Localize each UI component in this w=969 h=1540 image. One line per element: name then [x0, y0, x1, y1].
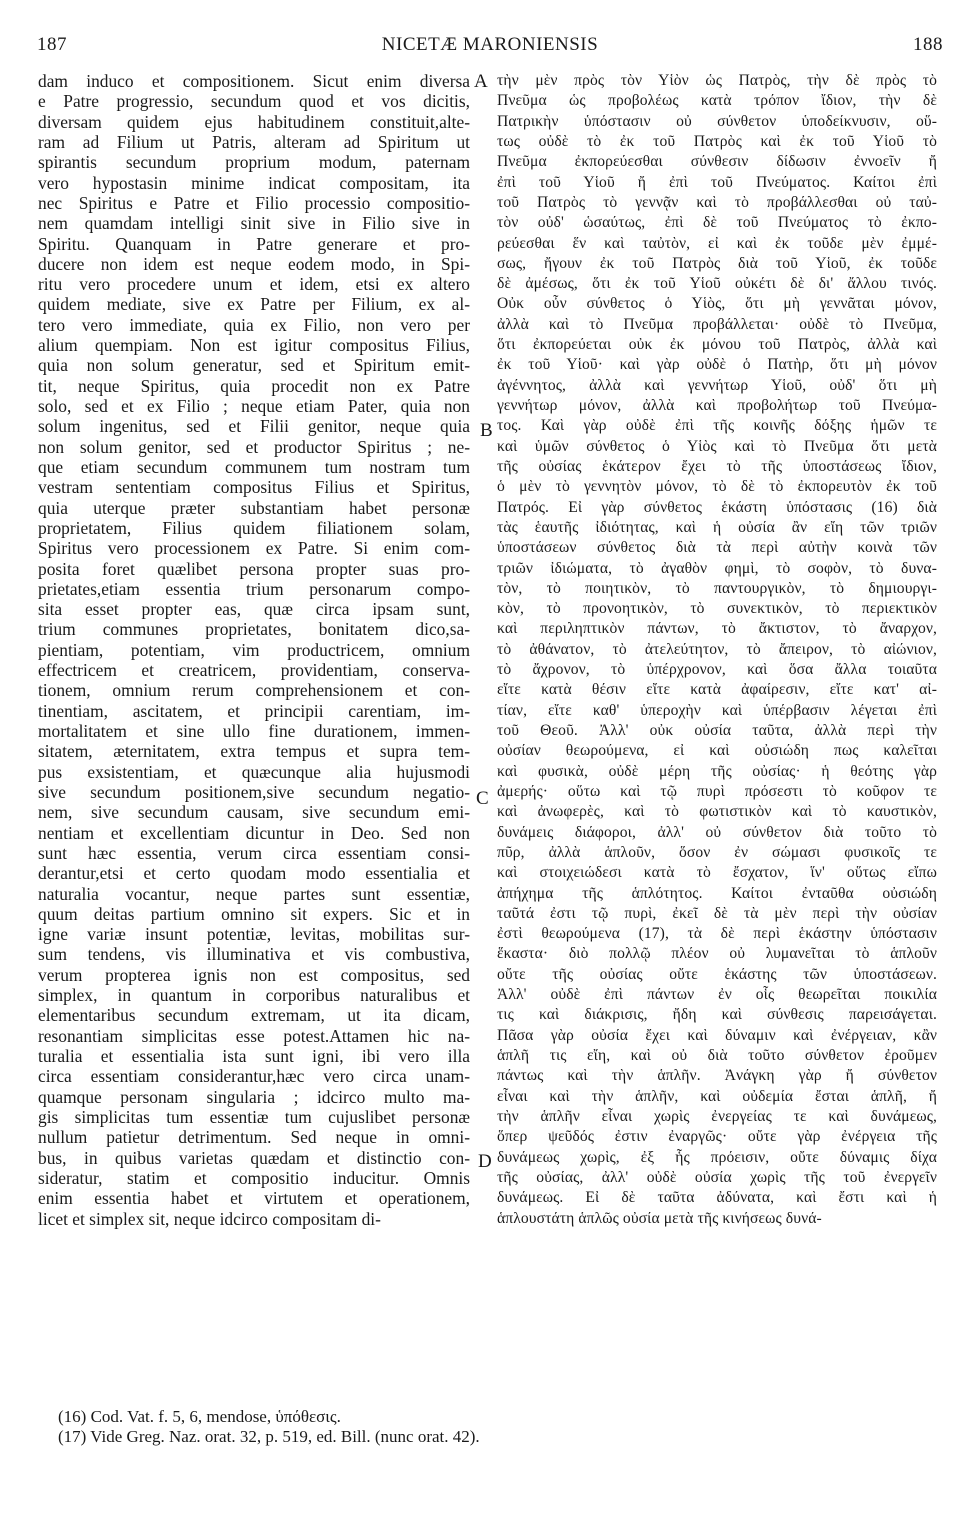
greek-text-line: ὁ μὲν τὸ γεννητὸν μόνον, τὸ δὲ τὸ ἐκπορευτὸν ἐκ τοῦ	[497, 478, 937, 496]
greek-text-line: τριῶν ἰδιώματα, τὸ ἀγαθὸν φημὶ, τὸ σοφὸν, τὸ δυνα-	[497, 559, 937, 577]
greek-text-line: δυνάμεις διάφοροι, ἀλλ' οὐ σύνθετον διὰ τοῦτο τὸ	[497, 823, 937, 841]
latin-text-line: Spiritus vero processionem ex Patre. Si enim com-	[38, 538, 470, 559]
greek-text-line: τίαν, εἴτε καθ' ὑπεροχὴν καὶ ὑπέρβασιν λέγεται ἐπὶ	[497, 701, 937, 719]
greek-text-line: κὸν, τὸ προνοητικὸν, τὸ συνεκτικὸν, τὸ περιεκτικὸν	[497, 600, 937, 618]
greek-text-line: καὶ περιληπτικὸν πάντων, τὸ ἄκτιστον, τὸ ἄναρχον,	[497, 620, 937, 638]
greek-text-line: Πᾶσα γὰρ οὐσία ἔχει καὶ δύναμιν καὶ ἐνέργειαν, κἂν	[497, 1026, 937, 1044]
latin-text-line: turalia et essentialia ista sunt igni, ibi vero illa	[38, 1046, 470, 1066]
greek-text-line: δυνάμεως. Εἰ δὲ ταῦτα ἀδύνατα, καὶ ἔστι καὶ ἡ	[497, 1189, 937, 1207]
greek-text-line: ἀπήχημα τῆς ἁπλότητος. Καίτοι ἐνταῦθα οὐσιώδη	[497, 884, 937, 902]
latin-text-line: solo, sed et ex Filio ; neque etiam Pater, quia non	[38, 396, 470, 416]
latin-text-line: sum tendens, vis illuminativa et vis combustiva,	[38, 944, 470, 965]
latin-text-line: tero vero immediate, quia ex Filio, non vero per	[38, 314, 470, 335]
latin-text-line: nem, sive secundum causam, sive secundum emi-	[38, 802, 470, 823]
greek-text-line: τῆς οὐσίας ἑκάτερον ἔχει τὸ τῆς ὑποστάσεως ἴδιον,	[497, 457, 937, 475]
greek-text-line: καὶ ἀνωφερὲς, καὶ τὸ φωτιστικὸν καὶ τὸ καυστικὸν,	[497, 803, 937, 821]
latin-text-line: sive secundum positionem,sive secundum negatio-	[38, 781, 470, 802]
latin-text-line: trium communes proprietates, bonitatem dico,sa-	[38, 619, 470, 640]
greek-text-line: τὰς ἑαυτῆς ἰδιότητας, καὶ ἡ οὐσία ἂν εἴη τῶν τριῶν	[497, 518, 937, 536]
running-title: NICETÆ MARONIENSIS	[381, 34, 599, 55]
greek-text-line: τὴν ἁπλῆν εἶναι χωρὶς ἐνεργείας τε καὶ δυνάμεως,	[497, 1107, 937, 1125]
greek-text-line: γεννήτωρ μόνον, ἀλλὰ καὶ προβολήτωρ τοῦ Πνεύμα-	[497, 397, 937, 414]
latin-text-line: proprietatem, Filius quidem filiationem solam,	[38, 517, 470, 538]
latin-text-line: diversam quidem ejus habitudinem constituit,alte-	[38, 111, 470, 132]
greek-text-line: ἐκ τοῦ Υἱοῦ· καὶ γὰρ οὐδὲ ὁ Πατὴρ, ὅτι μὴ μόνον	[497, 356, 937, 374]
latin-text-line: prietates,etiam essentia trium personarum compo-	[38, 578, 470, 599]
footnote-16: (16) Cod. Vat. f. 5, 6, mendose, ὑπόθεσις.	[58, 1407, 341, 1426]
greek-text-line: Πατρός. Εἰ γὰρ σύνθετος ἑκάστη ὑπόστασις (16) διὰ	[497, 498, 937, 516]
latin-text-line: que etiam secundum communem tum nostram tum	[38, 456, 470, 477]
latin-text-line: igne variæ insunt potentiæ, levitas, mobilitas sur-	[38, 924, 470, 945]
latin-text-line: circa essentiam considerantur,hæc vero circa unam-	[38, 1066, 470, 1087]
latin-text-line: verum propterea ignis non est compositus, sed	[38, 964, 470, 985]
margin-letter-d: D	[478, 1151, 492, 1172]
greek-text-line: Πατρικὴν ὑπόστασιν οὐ σύνθετον ὑποδείκνυσιν, οὕ-	[497, 112, 937, 130]
latin-text-line: quum deitas partium omnino sit expers. Sic et in	[38, 903, 470, 924]
greek-text-line: ἐστὶ θεωρούμενα (17), τὰ δὲ περὶ ἑκάστην ὑπόστασιν	[497, 925, 937, 943]
margin-letter-c: C	[476, 788, 489, 809]
latin-text-line: resonantiam simplicitas esse potest.Attamen hic na-	[38, 1025, 470, 1046]
greek-text-line: εἴτε κατὰ θέσιν εἴτε κατὰ ἀφαίρεσιν, εἴτε κατ' αἰ-	[497, 681, 937, 699]
greek-text-line: ἁπλουστάτη ἁπλῶς οὐσία μετὰ τῆς κινήσεως δυνά-	[497, 1209, 822, 1227]
greek-text-line: τῆς οὐσίας, ἀλλ' οὐδὲ οὐσία χωρὶς τῆς τοῦ ἐνεργεῖν	[497, 1168, 937, 1186]
greek-text-line: πῦρ, ἀλλὰ ἁπλοῦν, ὅσον ἐν σώμασι φυσικοῖς τε	[497, 843, 937, 861]
greek-text-line: τὸν οὐδ' ὡσαύτως, ἐπὶ δὲ τοῦ Πνεύματος τὸ ἐκπο-	[497, 214, 937, 232]
greek-text-line: καὶ στοιχειώδεσι κατὰ τὸ ἔσχατον, ἵν' οὕτως εἴπω	[497, 864, 937, 882]
greek-text-line: Ἀλλ' οὐδὲ ἐπὶ πάντων ἐν οἷς θεωρεῖται ποικιλία	[497, 986, 937, 1004]
latin-text-line: Spiritu. Quanquam in Patre generare et pro-	[38, 233, 470, 254]
latin-text-line: tionem, omnium rerum comprehensionem et con-	[38, 680, 470, 701]
margin-letter-a: A	[474, 71, 488, 92]
greek-column	[497, 71, 937, 1229]
latin-text-line: non solum genitor, sed et productor Spiritus ; ne-	[38, 436, 470, 457]
greek-text-line: ἁπλῆ τις εἴη, καὶ οὐ διὰ τοῦτο σύνθετον ἐροῦμεν	[497, 1047, 937, 1064]
latin-text-line: tinentiam, ascitatem, et principii carentiam, im-	[38, 700, 470, 721]
greek-text-line: δὲ ἀμέσως, ὅτι ἐκ τοῦ Υἱοῦ οὐκέτι δὲ δι' ἄλλου τινός.	[497, 275, 937, 293]
latin-text-line: pus exsistentiam, et quæcunque alia hujusmodi	[38, 761, 470, 782]
greek-text-line: ἀγέννητος, ἀλλὰ καὶ γεννήτωρ Υἱοῦ, οὐδ' ὅτι μὴ	[497, 376, 937, 394]
latin-text-line: sitatem, æternitatem, extra tempus et supra tem-	[38, 741, 470, 762]
greek-text-line: ὅτι ἐκπορεύεται οὐκ ἐκ μόνου τοῦ Πατρὸς, ἀλλὰ καὶ	[497, 336, 937, 354]
latin-text-line: nentiam et excellentiam dicuntur in Deo. Sed non	[38, 822, 470, 843]
latin-text-line: licet et simplex sit, neque idcirco compositam di-	[38, 1208, 381, 1229]
greek-text-line: Οὐκ οὖν σύνθετος ὁ Υἱὸς, ὅτι μὴ γεννᾶται μόνον,	[497, 295, 937, 313]
left-page-number: 187	[37, 34, 67, 55]
latin-text-line: mortalitatem et sine ullo fine durationem, immen-	[38, 721, 470, 741]
greek-text-line: ρεύεσθαι ἕν καὶ ταὐτὸν, εἰ καὶ ἐκ τοῦδε μὲν ἐμμέ-	[497, 234, 937, 252]
greek-text-line: τοῦ Θεοῦ. Ἀλλ' οὐκ οὐσία ταῦτα, ἀλλὰ περὶ τὴν	[497, 722, 937, 739]
greek-text-line: ὑποστάσεων σύνθετος διὰ τὰ περὶ αὐτὴν κοινὰ τῶν	[497, 539, 937, 557]
right-page-number: 188	[913, 34, 943, 55]
greek-text-line: ἀμερής· οὕτω καὶ τῷ πυρὶ πρόσεστι τὸ κοῦφον τε	[497, 782, 937, 800]
greek-text-line: δυνάμεως χωρὶς, ἐξ ἧς πρόεισιν, οὔτε δύναμις δίχα	[497, 1148, 937, 1166]
greek-text-line: τος. Καὶ γὰρ οὐδὲ ἐπὶ τῆς κοινῆς δόξης ἡμῶν τε	[497, 417, 937, 435]
greek-text-line: οὐσίαν θεωρούμενα, εἰ καὶ οὐσιώδη πως καλεῖται	[497, 742, 937, 760]
greek-text-line: τὸ ἀθάνατον, τὸ ἀτελεύτητον, τὸ ἄπειρον, τὸ αἰώνιον,	[497, 640, 937, 658]
greek-text-line: ταῦτά ἐστι τῷ πυρὶ, ἐκεῖ δὲ τὰ μὲν περὶ τὴν οὐσίαν	[497, 904, 937, 922]
greek-text-line: Πνεῦμα ὡς προβολέως κατὰ τρόπον ἴδιον, τὴν δὲ	[497, 92, 937, 110]
greek-text-line: οὔτε τῆς οὐσίας οὔτε ἑκάστης τῶν ὑποστάσεων.	[497, 965, 937, 983]
greek-text-line: τις καὶ διάκρισις, ἤδη καὶ σύνθεσις παρεισάγεται.	[497, 1006, 937, 1024]
latin-text-line: ram ad Filium ut Patris, alteram ad Spiritum ut	[38, 131, 470, 152]
latin-text-line: alium quempiam. Non est igitur compositus Filius,	[38, 335, 470, 356]
greek-text-line: ὅπερ ψεῦδός ἐστιν ἐναργῶς· οὔτε γὰρ ἐνέργεια τῆς	[497, 1128, 937, 1146]
latin-text-line: gis simplicitas tum essentiæ tum cujuslibet personæ	[38, 1106, 470, 1127]
latin-text-line: naturalia vocantur, neque partes sunt essentiæ,	[38, 883, 470, 904]
greek-text-line: ἀλλὰ καὶ τὸ Πνεῦμα προβάλλεται· οὐδὲ τὸ Πνεῦμα,	[497, 315, 937, 333]
latin-text-line: nec Spiritus e Patre et Filio processio compositio-	[38, 192, 470, 213]
latin-text-line: quia uterque præter substantiam habet personæ	[38, 497, 470, 518]
latin-text-line: vero hypostasin minime indicat compositam, ita	[38, 172, 470, 193]
greek-text-line: τὸ ἄχρονον, τὸ ὑπέρχρονον, καὶ ὅσα ἄλλα τοιαῦτα	[497, 661, 937, 679]
latin-text-line: posita foret quælibet persona propter suas pro-	[38, 558, 470, 579]
latin-text-line: dam induco et compositionem. Sicut enim diversa	[38, 71, 470, 91]
latin-text-line: quidem mediate, sive ex Patre per Filium, ex al-	[38, 294, 470, 315]
latin-text-line: sideratur, statim et compositio inducitur. Omnis	[38, 1167, 470, 1188]
footnote-17: (17) Vide Greg. Naz. orat. 32, p. 519, ed. Bill. (nunc orat. 42).	[58, 1427, 480, 1446]
greek-text-line: καὶ φυσικὰ, οὐδὲ μέρη τῆς οὐσίας· ἡ θεότης γὰρ	[497, 762, 937, 780]
latin-text-line: vestram sententiam compositus Filius et Spiritus,	[38, 477, 470, 498]
latin-text-line: sunt hæc essentia, verum circa essentiam consi-	[38, 842, 470, 863]
latin-text-line: spirantis secundum proprium modum, paternam	[38, 152, 470, 173]
greek-text-line: πάντως καὶ τὴν ἁπλῆν. Ἀνάγκη γὰρ ἤ σύνθετον	[497, 1067, 937, 1085]
greek-text-line: τὸν, τὸ ποιητικὸν, τὸ παντουργικὸν, τὸ δημιουργι-	[497, 579, 937, 597]
latin-text-line: solum ingenitus, sed et Filii genitor, neque quia	[38, 416, 470, 437]
footnotes	[58, 1407, 938, 1447]
latin-text-line: elementaribus secundum extremam, ut ita dicam,	[38, 1005, 470, 1026]
latin-text-line: tit, neque Spiritus, quia procedit non ex Patre	[38, 375, 470, 396]
greek-text-line: σως, ἤγουν ἐκ τοῦ Πατρὸς διὰ τοῦ Υἱοῦ, ἐκ τοῦδε	[497, 254, 937, 272]
latin-text-line: quia non solum generatur, sed et Spiritum emit-	[38, 355, 470, 376]
latin-text-line: nullum patietur detrimentum. Sed neque in omni-	[38, 1127, 470, 1148]
greek-text-line: τοῦ Πατρὸς τὸ γεννᾷν καὶ τὸ προβάλλεσθαι οὐ ταὐ-	[497, 193, 937, 211]
greek-text-line: Πνεῦμα ἐκπορεύεσθαι σύνθεσιν δίδωσιν ἐννοεῖν ἤ	[497, 153, 937, 171]
latin-text-line: ritu vero procedere unum et idem, etsi ex altero	[38, 274, 470, 295]
latin-text-line: effectricem et creatricem, providentiam, conserva-	[38, 660, 470, 681]
latin-text-line: pientiam, potentiam, vim productricem, omnium	[38, 639, 470, 660]
latin-text-line: bus, in quibus varietas quædam et distinctio con-	[38, 1147, 470, 1168]
margin-letter-b: B	[480, 420, 493, 441]
greek-text-line: ἕκαστα· διὸ πολλῷ πλέον οὐ λυμανεῖται τὸ ἁπλοῦν	[497, 945, 937, 963]
greek-text-line: τὴν μὲν πρὸς τὸν Υἱὸν ὡς Πατρὸς, τὴν δὲ πρὸς τὸ	[497, 72, 937, 89]
greek-text-line: εἶναι καὶ τὴν ἁπλῆν, καὶ οὐδεμία ἔσται ἁπλῆ, ἤ	[497, 1087, 937, 1105]
greek-text-line: τως οὐδὲ τὸ ἐκ τοῦ Πατρὸς καὶ ἐκ τοῦ Υἱοῦ τὸ	[497, 132, 937, 150]
latin-column	[38, 71, 470, 1229]
latin-text-line: e Patre progressio, secundum quod et vos dicitis,	[38, 91, 470, 112]
latin-text-line: sita esset propter eas, quæ circa ipsam sunt,	[38, 599, 470, 620]
latin-text-line: quamque personam singularia ; idcirco multo ma-	[38, 1086, 470, 1107]
latin-text-line: derantur,etsi et certo quodam modo essentialia et	[38, 863, 470, 884]
latin-text-line: ducere non idem est neque eodem modo, in Spi-	[38, 253, 470, 274]
running-header	[37, 34, 943, 64]
latin-text-line: enim essentia habet et virtutem et operationem,	[38, 1188, 470, 1209]
greek-text-line: καὶ ὑμῶν σύνθετος ὁ Υἱὸς καὶ τὸ Πνεῦμα ὅτι μετὰ	[497, 437, 937, 455]
greek-text-line: ἐπὶ τοῦ Υἱοῦ ἤ ἐπὶ τοῦ Πνεύματος. Καίτοι ἐπὶ	[497, 173, 937, 191]
latin-text-line: nem quamdam intelligi sinit sive in Filio sive in	[38, 213, 470, 234]
latin-text-line: simplex, in quantum in corporibus naturalibus et	[38, 985, 470, 1006]
